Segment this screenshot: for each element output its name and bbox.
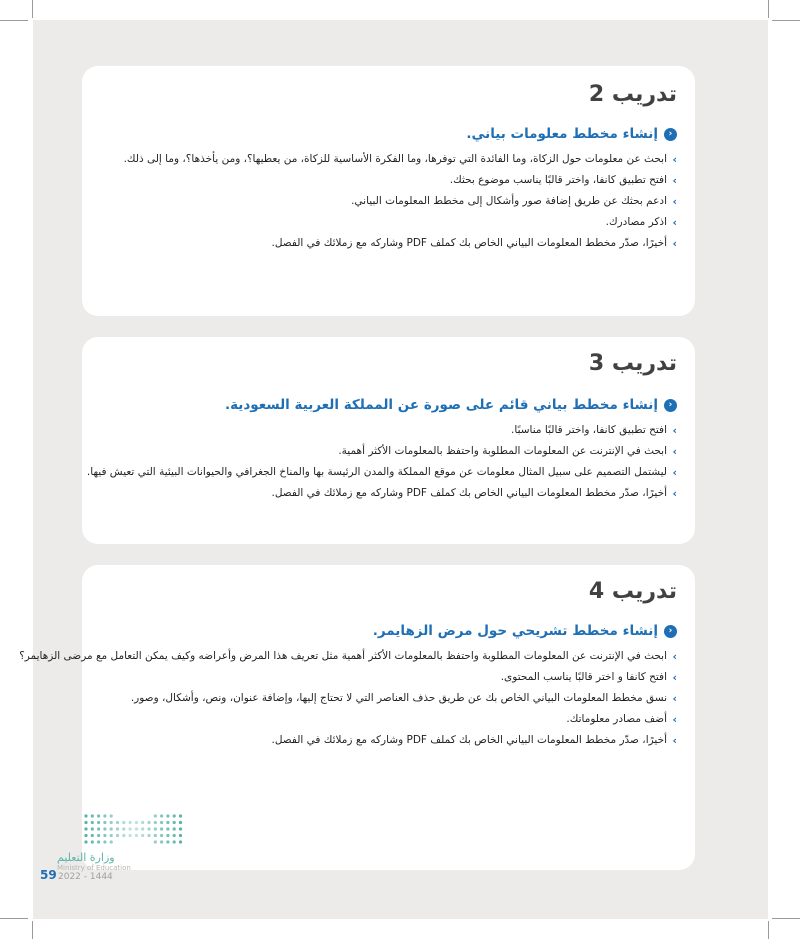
crop-mark [768,921,769,939]
logo-dot [173,827,176,830]
logo-dot [154,834,157,837]
logo-dot [135,821,138,824]
logo-dot [97,814,100,817]
logo-dot [147,821,150,824]
logo-dot [147,827,150,830]
logo-dot [154,821,157,824]
logo-dot [166,827,169,830]
logo-dot [97,834,100,837]
crop-mark [772,20,800,21]
logo-dot [103,821,106,824]
chevron-icon: › [672,734,677,747]
instruction-list [12,423,677,507]
logo-dot [97,827,100,830]
logo-dot [173,834,176,837]
chevron-circle-icon: ‹ [664,128,677,141]
logo-dot [116,834,119,837]
instruction-list [12,152,677,257]
chevron-icon: › [672,466,677,479]
ministry-name-arabic: وزارة التعليم [57,851,115,864]
logo-dot [141,834,144,837]
logo-dot [110,834,113,837]
logo-dot [91,821,94,824]
logo-dot [103,834,106,837]
logo-dot [166,821,169,824]
logo-dot [103,814,106,817]
ministry-logo-icon [82,810,187,848]
logo-dot [110,840,113,843]
logo-dot [91,834,94,837]
logo-dot [84,814,87,817]
chevron-icon: › [672,424,677,437]
list-item: › افتح تطبيق كانفا، واختر قالبًا يناسب موضوع بحثك. [449,174,677,187]
exercise-subheading [466,126,677,142]
logo-dot [179,814,182,817]
logo-dot [173,821,176,824]
logo-dot [91,840,94,843]
chevron-icon: › [672,650,677,663]
list-item: › افتح تطبيق كانفا، واختر قالبًا مناسبًا. [511,424,677,437]
logo-dot [154,840,157,843]
crop-mark [0,20,28,21]
logo-dot [179,834,182,837]
logo-dot [122,834,125,837]
logo-dot [166,840,169,843]
logo-dot [173,840,176,843]
logo-dot [160,827,163,830]
list-item: › ابحث في الإنترنت عن المعلومات المطلوبة واحتفظ بالمعلومات الأكثر أهمية. [338,445,677,458]
crop-mark [32,0,33,18]
logo-dot [110,821,113,824]
logo-dot [173,814,176,817]
logo-dot [166,834,169,837]
exercise-subheading [373,623,677,639]
logo-dot [166,814,169,817]
subheading-text: إنشاء مخطط تشريحي حول مرض الزهايمر. [372,623,658,639]
logo-dot [97,840,100,843]
chevron-circle-icon: ‹ [664,625,677,638]
logo-dot [122,821,125,824]
chevron-icon: › [672,487,677,500]
logo-dot [84,840,87,843]
page-number: 59 [40,868,57,882]
chevron-icon: › [672,174,677,187]
crop-mark [768,0,769,18]
subheading-text: إنشاء مخطط بياني قائم على صورة عن المملكة العربية السعودية. [224,397,658,413]
list-item: › ابحث في الإنترنت عن المعلومات المطلوبة واحتفظ بالمعلومات الأكثر أهمية مثل تعريف هذا المرض وأعراضه وكيف يمكن التعامل مع مرضى الزهايمر؟ [19,650,677,663]
exercise-title: تدريب 3 [588,351,677,376]
logo-dot [160,821,163,824]
logo-dot [160,840,163,843]
list-item: › اذكر مصادرك. [605,216,677,229]
list-item: › أخيرًا، صدّر مخطط المعلومات البياني الخاص بك كملف PDF وشاركه مع زملائك في الفصل. [271,487,677,500]
list-item: › افتح كانفا و اختر قالبًا يناسب المحتوى. [500,671,677,684]
chevron-icon: › [672,153,677,166]
list-item: › أخيرًا، صدّر مخطط المعلومات البياني الخاص بك كملف PDF وشاركه مع زملائك في الفصل. [271,734,677,747]
logo-dot [84,834,87,837]
logo-dot [160,834,163,837]
logo-dot [116,821,119,824]
logo-dot [135,834,138,837]
chevron-circle-icon: ‹ [664,399,677,412]
edition-year: 2022 - 1444 [58,872,113,882]
instruction-list [12,649,677,754]
chevron-icon: › [672,195,677,208]
list-item: › أضف مصادر معلوماتك. [566,713,677,726]
exercise-title: تدريب 4 [588,579,677,604]
list-item: › ابحث عن معلومات حول الزكاة، وما الفائدة التي توفرها، وما الفكرة الأساسية للزكاة، من يعطيها؟، ومن يأخذها؟، وما إلى ذلك. [123,153,677,166]
logo-dot [129,827,132,830]
list-item: › نسق مخطط المعلومات البياني الخاص بك عن طريق حذف العناصر التي لا تحتاج إليها، وإضافة عنوان، ونص، وأشكال، وصور. [130,692,677,705]
chevron-icon: › [672,671,677,684]
list-item: › أخيرًا، صدّر مخطط المعلومات البياني الخاص بك كملف PDF وشاركه مع زملائك في الفصل. [271,237,677,250]
chevron-icon: › [672,692,677,705]
logo-dot [103,840,106,843]
logo-dot [160,814,163,817]
logo-dot [97,821,100,824]
logo-dot [110,827,113,830]
chevron-icon: › [672,237,677,250]
ministry-name-english: Ministry of Education [57,864,131,872]
logo-dot [147,834,150,837]
crop-mark [32,921,33,939]
logo-dot [84,827,87,830]
chevron-icon: › [672,445,677,458]
logo-dot [135,827,138,830]
logo-dot [84,821,87,824]
exercise-title: تدريب 2 [588,82,677,107]
exercise-card-3 [82,337,695,544]
logo-dot [179,821,182,824]
logo-dot [179,827,182,830]
chevron-icon: › [672,216,677,229]
crop-mark [772,918,800,919]
logo-dot [141,821,144,824]
logo-dot [154,827,157,830]
logo-dot [141,827,144,830]
subheading-text: إنشاء مخطط معلومات بياني. [466,126,658,142]
crop-mark [0,918,28,919]
list-item: › ادعم بحثك عن طريق إضافة صور وأشكال إلى مخطط المعلومات البياني. [351,195,677,208]
logo-dot [154,814,157,817]
logo-dot [91,814,94,817]
logo-dot [129,834,132,837]
exercise-subheading [225,397,677,413]
list-item: › ليشتمل التصميم على سبيل المثال معلومات عن موقع المملكة والمدن الرئيسة بها والمناخ الجغرافي والحيوانات البيئية التي تعيش فيها. [86,466,677,479]
logo-dot [116,827,119,830]
logo-dot [129,821,132,824]
logo-dot [179,840,182,843]
chevron-icon: › [672,713,677,726]
logo-dot [91,827,94,830]
logo-dot [110,814,113,817]
logo-dot [122,827,125,830]
exercise-card-2 [82,66,695,316]
logo-dot [103,827,106,830]
